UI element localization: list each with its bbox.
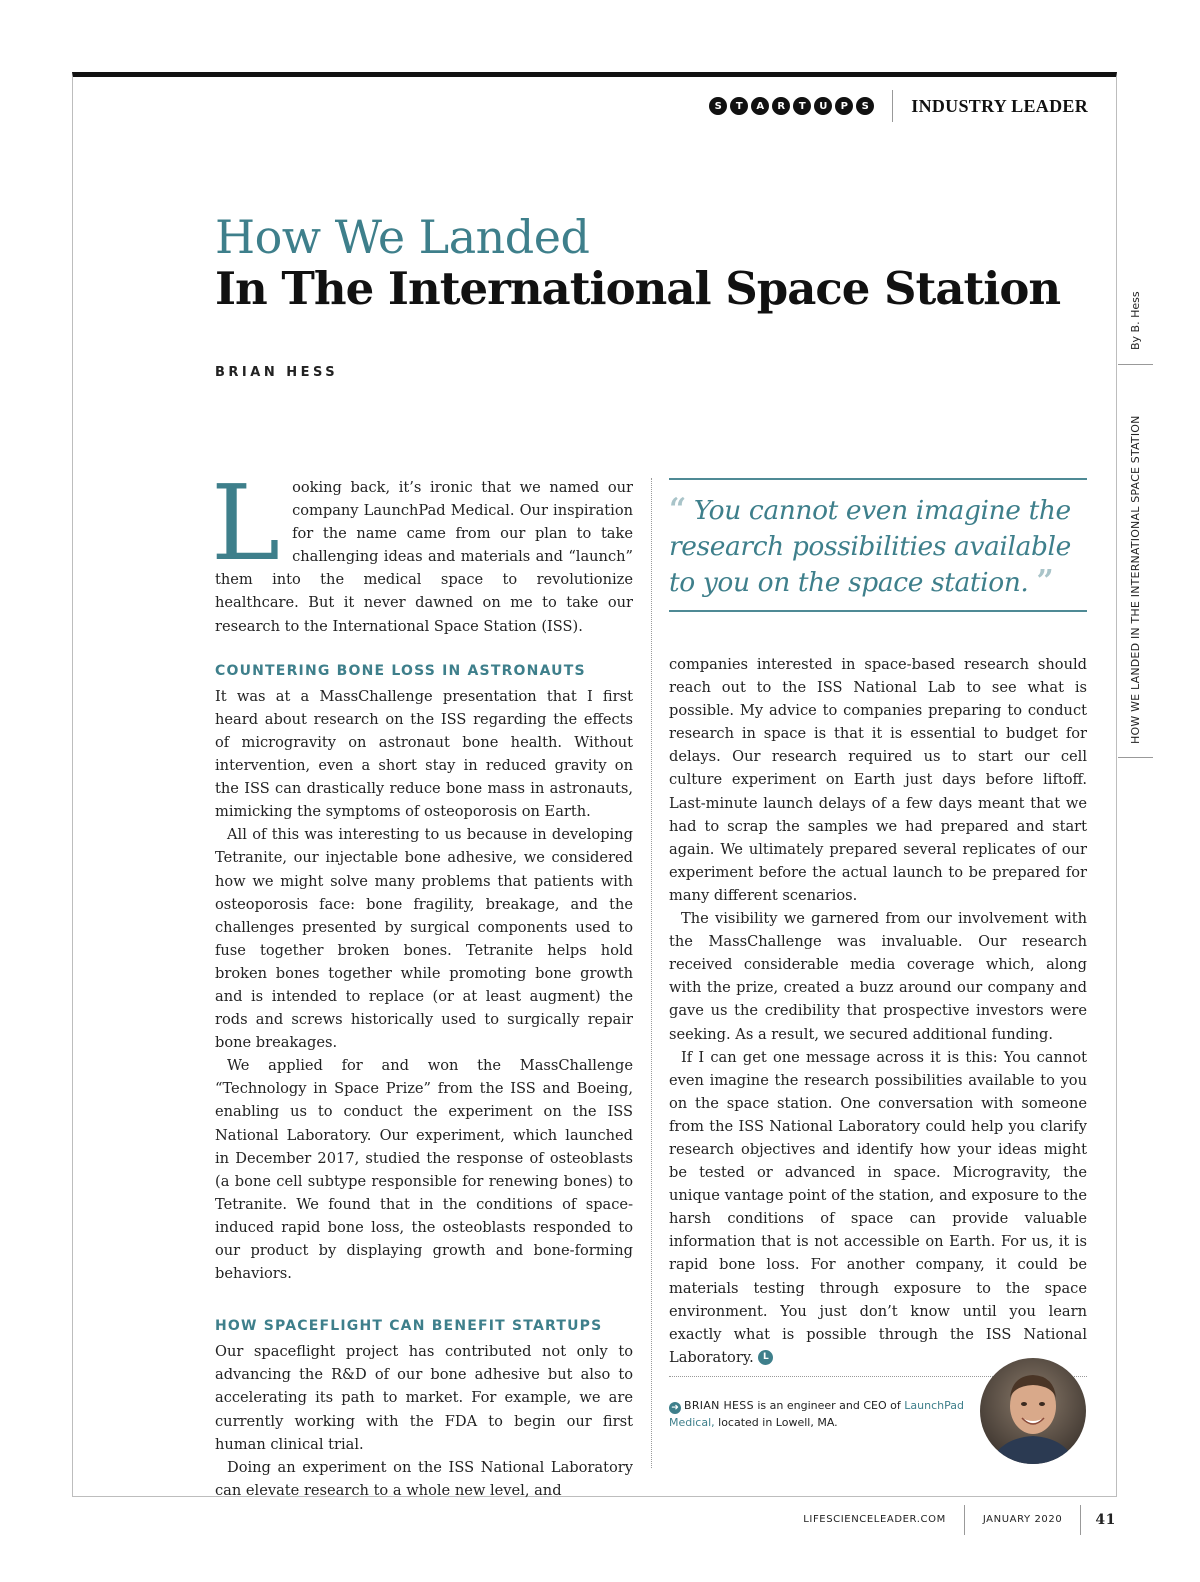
badge-letter: R: [772, 97, 790, 115]
pull-quote: [669, 478, 1087, 612]
footer-date: JANUARY 2020: [965, 1505, 1082, 1535]
badge-letter: S: [709, 97, 727, 115]
sidebar-divider: [1118, 757, 1153, 758]
startups-badge: [709, 90, 893, 122]
section-label: INDUSTRY LEADER: [911, 95, 1088, 116]
article-title-line1: How We Landed: [215, 210, 590, 264]
badge-letter: S: [856, 97, 874, 115]
footer-site: LIFESCIENCELEADER.COM: [803, 1505, 965, 1535]
header: [709, 90, 1088, 122]
paragraph: [669, 1046, 1087, 1369]
paragraph: Our spaceflight project has contributed not only to advancing the R&D of our bone adhesive but also to accelerating its path to market. For example, we are currently working with the FDA to begin our first human clinical trial.: [215, 1343, 633, 1453]
author-bio: [669, 1397, 969, 1431]
subhead: COUNTERING BONE LOSS IN ASTRONAUTS: [215, 662, 586, 679]
article-title-line2: In The International Space Station: [215, 262, 1061, 315]
bio-text: is an engineer and CEO of: [757, 1399, 901, 1412]
badge-letter: U: [814, 97, 832, 115]
pull-quote-body: You cannot even imagine the research possibilities available to you on the space station.: [669, 495, 1071, 598]
paragraph: companies interested in space-based research should reach out to the ISS National Lab to see what is possible. My advice to companies preparing to conduct research in space is that it is essential to budget for delays. Our research required us to start our cell culture experiment on Earth just days before liftoff. Last-minute launch delays of a few days meant that we had to scrap the samples we had prepared and start again. We ultimately prepared several replicates of our experiment before the actual launch to be prepared for many different scenarios.: [669, 656, 1087, 904]
end-mark-icon: L: [758, 1350, 773, 1365]
intro-text: ooking back, it’s ironic that we named our company LaunchPad Medical. Our inspiration for the name came from our plan to take challenging ideas and materials and “launch” them into the medical space to revolutionize healthcare. But it never dawned on me to take our research to the International Space Station (ISS).: [215, 479, 633, 635]
intro-paragraph: [211, 462, 633, 638]
author-photo: [980, 1358, 1086, 1464]
sidebar-running-title: HOW WE LANDED IN THE INTERNATIONAL SPACE STATION: [1129, 415, 1142, 744]
author-portrait-image: [980, 1358, 1086, 1464]
badge-letter: A: [751, 97, 769, 115]
paragraph: All of this was interesting to us because in developing Tetranite, our injectable bone adhesive, we considered how we might solve many problems that patients with osteoporosis face: bone fragility, breakage, and the challenges presented by surgical components used to fuse together broken bones. Tetranite helps hold broken bones together while promoting bone growth and is intended to replace (or at least augment) the rods and screws historically used to surgically repair bone breakages.: [215, 826, 633, 1052]
close-quote-mark: ”: [1036, 564, 1054, 599]
drop-cap: L: [211, 462, 281, 584]
badge-letter: T: [730, 97, 748, 115]
bio-location: located in Lowell, MA.: [718, 1416, 838, 1429]
company-link[interactable]: LaunchPad Medical,: [669, 1399, 964, 1429]
article-column-left: [211, 462, 633, 1502]
badge-letter: T: [793, 97, 811, 115]
badge-letter: P: [835, 97, 853, 115]
column-divider: [651, 478, 652, 1468]
pull-quote-text: [669, 492, 1087, 601]
article-column-right: [669, 653, 1087, 1369]
arrow-right-icon: ➜: [669, 1402, 681, 1414]
page-footer: [803, 1505, 1116, 1535]
paragraph: It was at a MassChallenge presentation that I first heard about research on the ISS regarding the effects of microgravity on astronaut bone health. Without intervention, even a short stay in reduced gravity on the ISS can drastically reduce bone mass in astronauts, mimicking the symptoms of osteoporosis on Earth.: [215, 687, 633, 821]
sidebar-divider: [1118, 364, 1153, 365]
bio-name: BRIAN HESS: [684, 1399, 754, 1412]
byline: BRIAN HESS: [215, 365, 339, 380]
paragraph: Doing an experiment on the ISS National Laboratory can elevate research to a whole new level, and: [215, 1458, 633, 1499]
open-quote-mark: “: [669, 492, 686, 527]
paragraph-text: If I can get one message across it is this: You cannot even imagine the research possibilities available to you on the space station. One conversation with someone from the ISS National Laboratory could help you clarify research objectives and identify how your ideas might be tested or advanced in space. Microgravity, the unique vantage point of the station, and exposure to the harsh conditions of space can provide valuable information that is not accessible on Earth. For us, it is rapid bone loss. For another company, it could be materials testing through exposure to the space environment. You just don’t know until you learn exactly what is possible through the ISS National Laboratory.: [669, 1048, 1087, 1366]
page-number: 41: [1095, 1512, 1116, 1528]
paragraph: We applied for and won the MassChallenge “Technology in Space Prize” from the ISS and Boeing, enabling us to conduct the experiment on the ISS National Laboratory. Our experiment, which launched in December 2017, studied the response of osteoblasts (a bone cell subtype responsible for renewing bones) to Tetranite. We found that in the conditions of space-induced rapid bone loss, the osteoblasts responded to our product by displaying growth and bone-forming behaviors.: [215, 1057, 633, 1283]
paragraph: The visibility we garnered from our involvement with the MassChallenge was invaluable. Our research received considerable media coverage which, along with the prize, created a buzz around our company and gave us the credibility that prospective investors were seeking. As a result, we secured additional funding.: [669, 910, 1087, 1043]
sidebar-author: By B. Hess: [1129, 291, 1142, 350]
subhead: HOW SPACEFLIGHT CAN BENEFIT STARTUPS: [215, 1318, 603, 1335]
